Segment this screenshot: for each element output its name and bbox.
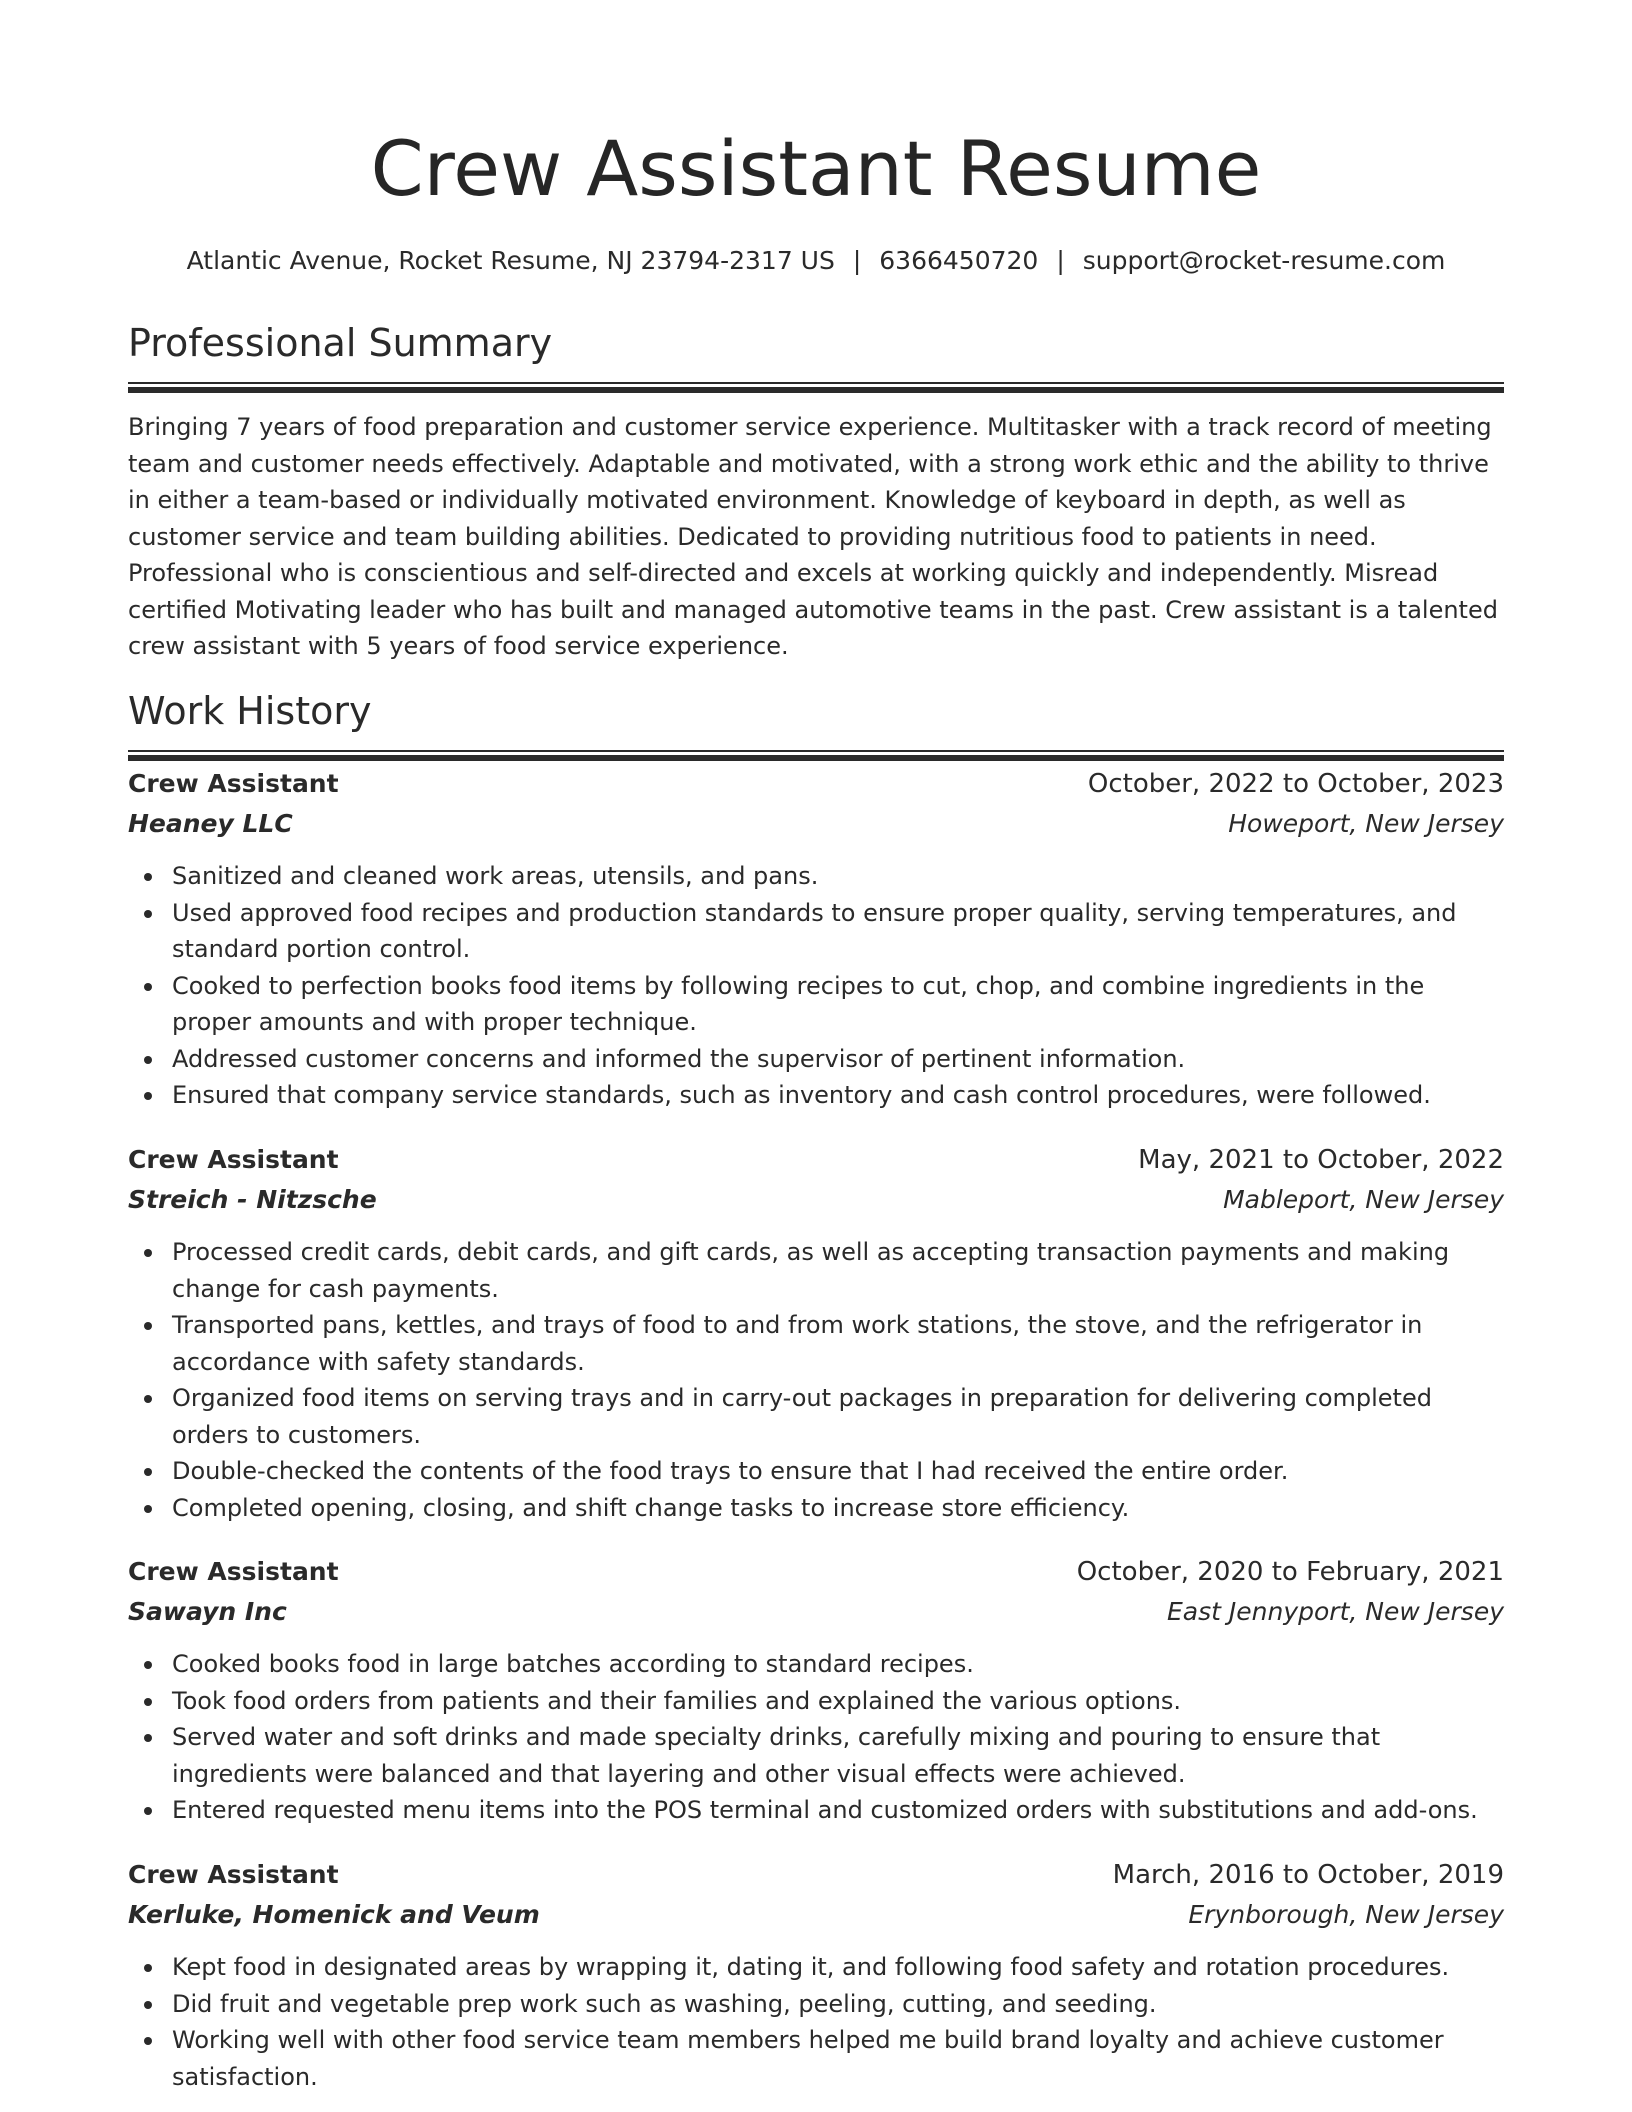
job-entry [128,1857,1504,2095]
section-heading-summary: Professional Summary [128,321,553,365]
job-bullet-list [128,1949,1504,2095]
job-title: Crew Assistant [128,769,339,798]
job-dates: May, 2021 to October, 2022 [1138,1145,1504,1175]
job-entry [128,1554,1504,1829]
job-company: Streich - Nitzsche [128,1185,377,1214]
section-divider [128,750,1504,763]
job-location: East Jennyport, New Jersey [1167,1597,1504,1626]
contact-separator: | [852,246,862,275]
job-bullet-item: Working well with other food service team members helped me build brand loyalty and achieve customer satisfaction. [172,2022,1504,2095]
contact-line [128,244,1504,278]
resume-page [128,0,1504,2091]
job-title: Crew Assistant [128,1145,339,1174]
job-bullet-item: Kept food in designated areas by wrapping it, dating it, and following food safety and rotation procedures. [172,1949,1504,1986]
job-bullet-list [128,1234,1504,1526]
job-bullet-item: Entered requested menu items into the POS terminal and customized orders with substitutions and add-ons. [172,1792,1504,1829]
job-bullet-item: Served water and soft drinks and made specialty drinks, carefully mixing and pouring to ensure that ingredients were balanced and that layering and other visual effects were achieved. [172,1719,1504,1792]
job-subheader-row [128,802,1504,842]
job-bullet-item: Ensured that company service standards, such as inventory and cash control procedures, were followed. [172,1077,1504,1114]
job-bullet-item: Cooked to perfection books food items by following recipes to cut, chop, and combine ingredients in the proper amounts and with proper technique. [172,968,1504,1041]
job-subheader-row [128,1178,1504,1218]
job-bullet-item: Processed credit cards, debit cards, and gift cards, as well as accepting transaction payments and making change for cash payments. [172,1234,1504,1307]
job-bullet-item: Transported pans, kettles, and trays of food to and from work stations, the stove, and the refrigerator in accordance with safety standards. [172,1307,1504,1380]
job-title: Crew Assistant [128,1557,339,1586]
contact-email[interactable]: support@rocket-resume.com [1082,246,1446,275]
job-header-row [128,766,1504,802]
job-location: Howeport, New Jersey [1228,809,1504,838]
summary-text: Bringing 7 years of food preparation and customer service experience. Multitasker with a track record of meeting team and customer needs effectively. Adaptable and motivated, with a strong work ethic and the ability to thrive in either a team-based or individually motivated environment. Knowledge of keyboard in depth, as well as customer service and team building abilities. Dedicated to providing nutritious food to patients in need. Professional who is conscientious and self-directed and excels at working quickly and independently. Misread certified Motivating leader who has built and managed automotive teams in the past. Crew assistant is a talented crew assistant with 5 years of food service experience. [128,413,1498,660]
job-bullet-item: Cooked books food in large batches according to standard recipes. [172,1646,1504,1683]
job-bullet-item: Double-checked the contents of the food trays to ensure that I had received the entire order. [172,1453,1504,1490]
job-bullet-list [128,858,1504,1114]
contact-separator: | [1056,246,1065,275]
job-bullet-item: Took food orders from patients and their families and explained the various options. [172,1683,1504,1720]
job-bullet-item: Completed opening, closing, and shift change tasks to increase store efficiency. [172,1490,1504,1527]
job-entry [128,1142,1504,1526]
job-dates: October, 2022 to October, 2023 [1087,769,1504,799]
job-bullet-list [128,1646,1504,1829]
job-dates: October, 2020 to February, 2021 [1076,1557,1504,1587]
job-entry [128,766,1504,1114]
job-company: Sawayn Inc [128,1597,287,1626]
work-history-section [128,686,1504,2091]
job-location: Erynborough, New Jersey [1188,1900,1504,1929]
contact-address: Atlantic Avenue, Rocket Resume, NJ 23794-2317 US [186,246,835,275]
professional-summary-section [128,318,1504,665]
job-title: Crew Assistant [128,1860,339,1889]
job-bullet-item: Did fruit and vegetable prep work such as washing, peeling, cutting, and seeding. [172,1986,1504,2023]
job-bullet-item: Organized food items on serving trays and in carry-out packages in preparation for delivering completed orders to customers. [172,1380,1504,1453]
job-subheader-row [128,1893,1504,1933]
job-header-row [128,1554,1504,1590]
job-company: Heaney LLC [128,809,293,838]
section-heading-work-history: Work History [128,689,372,733]
job-bullet-item: Used approved food recipes and production standards to ensure proper quality, serving temperatures, and standard portion control. [172,895,1504,968]
page-title: Crew Assistant Resume [370,124,1262,213]
job-header-row [128,1142,1504,1178]
job-subheader-row [128,1590,1504,1630]
job-dates: March, 2016 to October, 2019 [1112,1860,1504,1890]
job-bullet-item: Addressed customer concerns and informed the supervisor of pertinent information. [172,1041,1504,1078]
job-company: Kerluke, Homenick and Veum [128,1900,540,1929]
job-bullet-item: Sanitized and cleaned work areas, utensils, and pans. [172,858,1504,895]
contact-phone: 6366450720 [879,246,1039,275]
section-divider [128,382,1504,395]
job-header-row [128,1857,1504,1893]
job-location: Mableport, New Jersey [1223,1185,1504,1214]
